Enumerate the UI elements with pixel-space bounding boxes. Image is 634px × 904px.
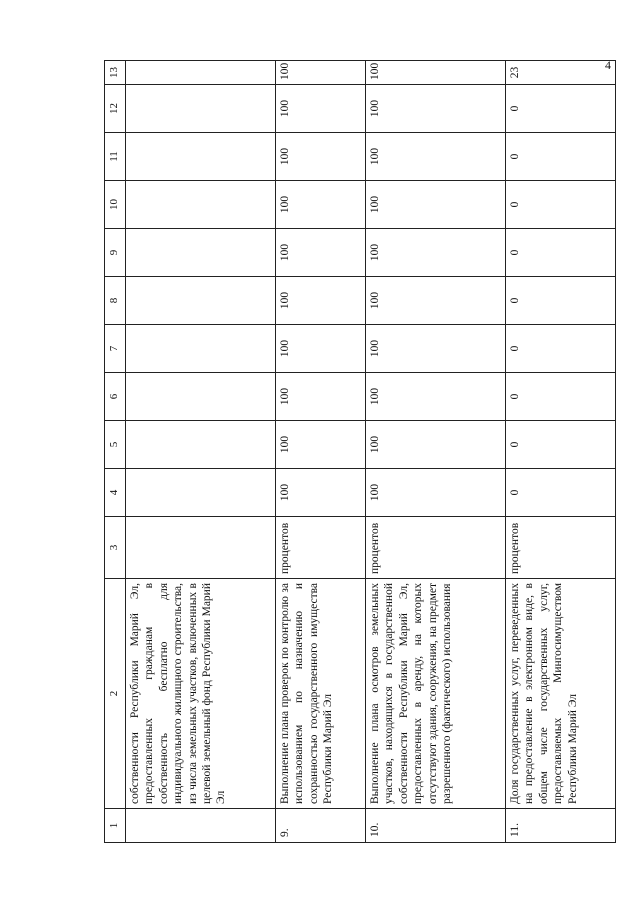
indicator-value: 100 [276, 61, 366, 85]
row-number [126, 809, 276, 843]
indicator-value: 100 [276, 85, 366, 133]
indicator-value [126, 85, 276, 133]
indicator-value [126, 181, 276, 229]
indicator-value [126, 277, 276, 325]
table-row [126, 61, 276, 843]
column-header: 2 [105, 579, 126, 809]
column-header: 6 [105, 373, 126, 421]
indicator-value: 100 [366, 61, 506, 85]
unit-of-measure: процентов [506, 517, 616, 579]
row-number: 10. [366, 809, 506, 843]
indicator-value [126, 229, 276, 277]
indicator-value: 100 [366, 373, 506, 421]
column-header: 8 [105, 277, 126, 325]
column-header: 4 [105, 469, 126, 517]
indicator-value: 0 [506, 277, 616, 325]
column-header: 5 [105, 421, 126, 469]
indicator-value: 100 [366, 277, 506, 325]
indicator-value: 23 [506, 61, 616, 85]
indicator-value: 100 [366, 325, 506, 373]
column-header: 10 [105, 181, 126, 229]
column-header: 13 [105, 61, 126, 85]
indicator-name: собственности Республики Марий Эл, предоставленных гражданам в собственность бесплатно для индивидуального жилищного строительства, из числа земельных участков, включенных в целевой земельный фонд Республики Марий Эл [126, 579, 276, 809]
column-header: 7 [105, 325, 126, 373]
table-row [276, 61, 366, 843]
indicator-value [126, 373, 276, 421]
table-row [506, 61, 616, 843]
indicator-value [126, 61, 276, 85]
unit-of-measure: процентов [276, 517, 366, 579]
indicator-value: 0 [506, 229, 616, 277]
column-header: 11 [105, 133, 126, 181]
indicator-value: 100 [276, 421, 366, 469]
indicator-value: 100 [276, 229, 366, 277]
indicator-value: 100 [366, 229, 506, 277]
indicator-value: 0 [506, 373, 616, 421]
indicator-value: 100 [276, 373, 366, 421]
page-number: 4 [605, 58, 611, 72]
indicator-value: 100 [366, 421, 506, 469]
indicator-value [126, 325, 276, 373]
indicator-value: 0 [506, 133, 616, 181]
indicator-name: Выполнение плана проверок по контролю за использованием по назначению и сохранностью государственного имущества Республики Марий Эл [276, 579, 366, 809]
indicator-value: 100 [276, 325, 366, 373]
indicator-value: 0 [506, 85, 616, 133]
indicator-value: 100 [276, 469, 366, 517]
indicator-value: 100 [276, 277, 366, 325]
indicator-value: 0 [506, 469, 616, 517]
indicator-value: 0 [506, 181, 616, 229]
indicator-value: 0 [506, 421, 616, 469]
row-number: 11. [506, 809, 616, 843]
rotated-table-wrapper [104, 62, 579, 843]
indicator-value [126, 133, 276, 181]
indicator-value: 100 [366, 133, 506, 181]
indicator-name: Выполнение плана осмотров земельных участков, находящихся в государственной собственности Республики Марий Эл, предоставленных в аренду, на которых отсутствуют здания, сооружения, на предмет разрешенного (фактического) использования [366, 579, 506, 809]
indicator-value: 100 [366, 85, 506, 133]
indicator-value: 100 [366, 181, 506, 229]
column-number-row [105, 61, 126, 843]
indicator-name: Доля государственных услуг, переведенных на предоставление в электронном виде, в общем числе государственных услуг, предоставляемых Мингосимуществом Республики Марий Эл [506, 579, 616, 809]
unit-of-measure [126, 517, 276, 579]
row-number: 9. [276, 809, 366, 843]
indicator-value [126, 421, 276, 469]
indicators-table [104, 60, 616, 843]
column-header: 9 [105, 229, 126, 277]
column-header: 12 [105, 85, 126, 133]
table-row [366, 61, 506, 843]
indicator-value [126, 469, 276, 517]
column-header: 3 [105, 517, 126, 579]
indicator-value: 100 [366, 469, 506, 517]
indicator-value: 100 [276, 181, 366, 229]
indicator-value: 100 [276, 133, 366, 181]
indicator-value: 0 [506, 325, 616, 373]
unit-of-measure: процентов [366, 517, 506, 579]
column-header: 1 [105, 809, 126, 843]
